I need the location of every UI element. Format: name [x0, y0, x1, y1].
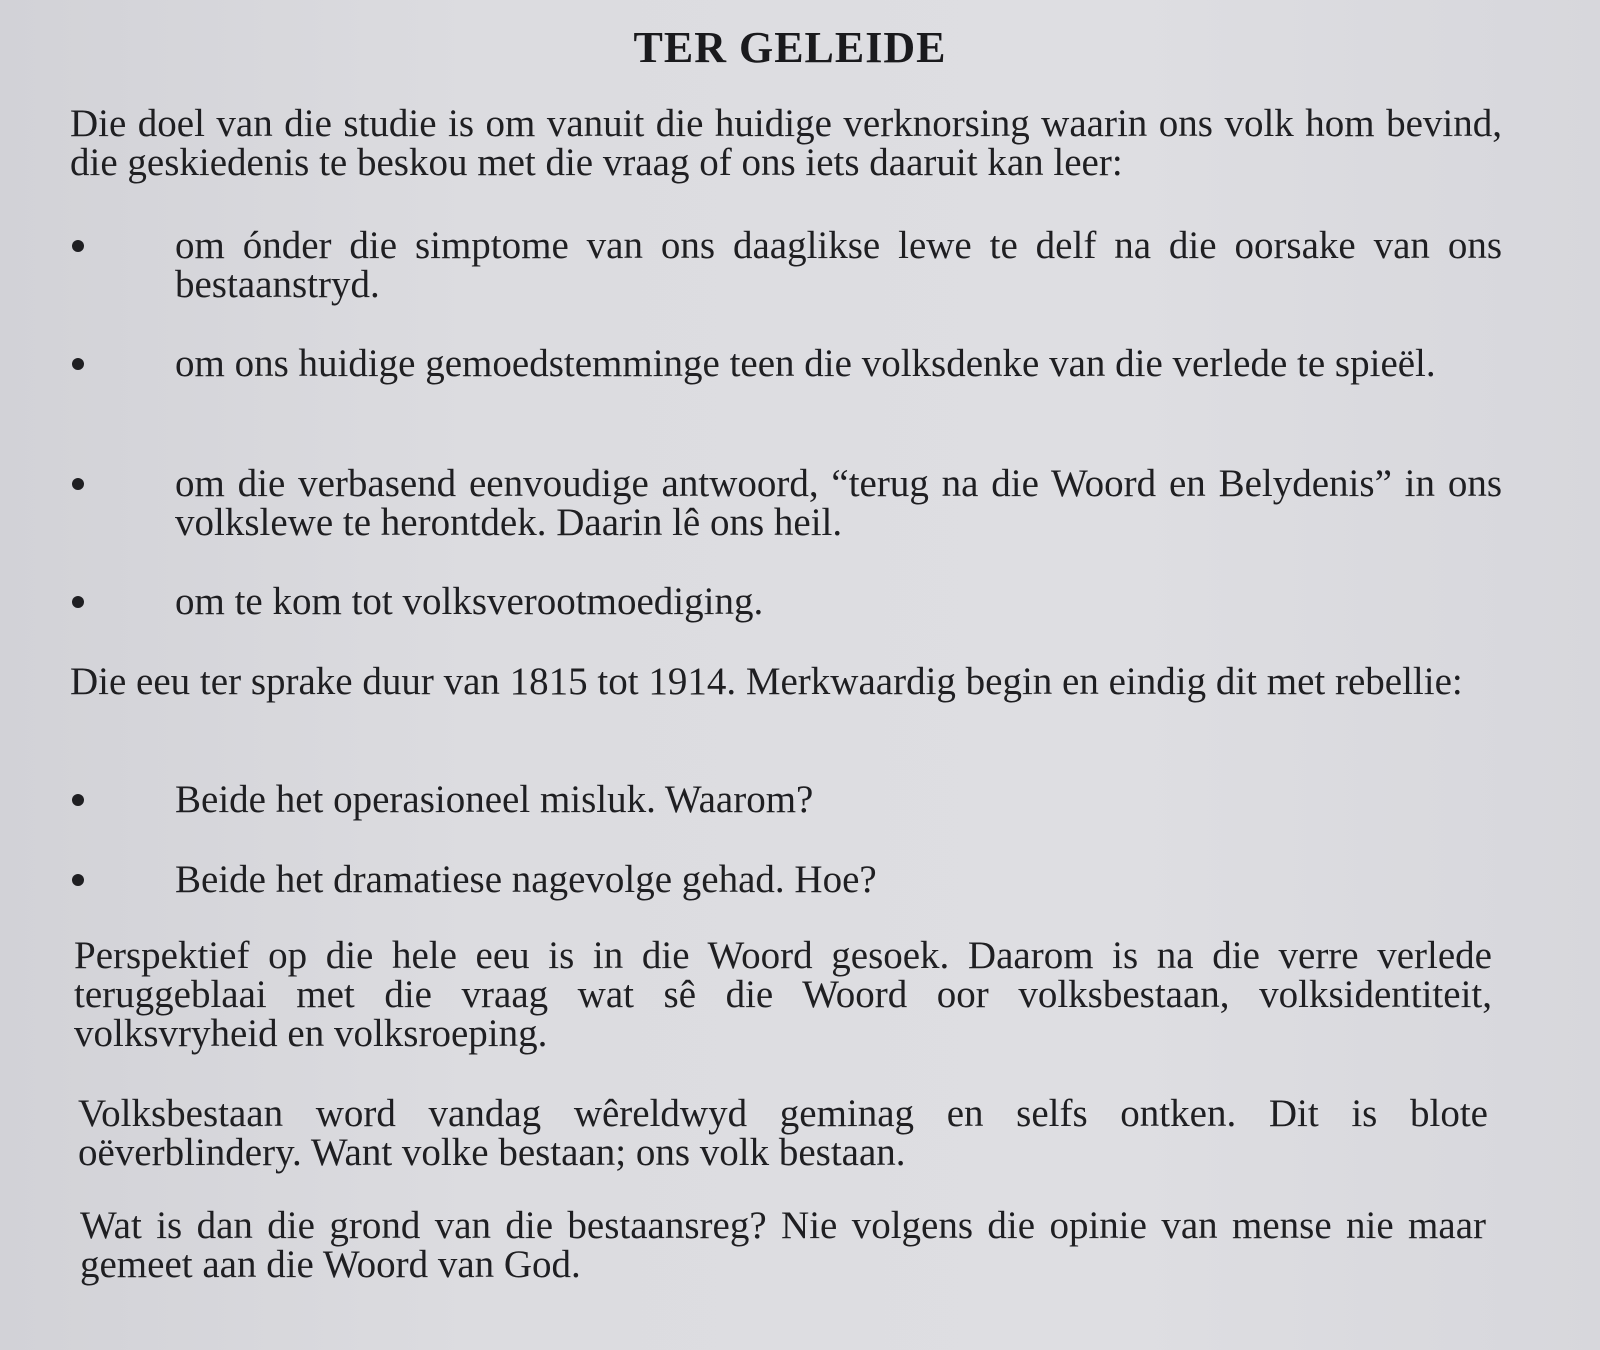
aim-item-text: om ons huidige gemoedstemminge teen die volksdenke van die verlede te spieël.	[175, 342, 1436, 385]
bullet-icon	[72, 478, 84, 490]
bullet-icon	[72, 874, 84, 886]
century-paragraph: Die eeu ter sprake duur van 1815 tot 1914. Merkwaardig begin en eindig dit met rebellie:	[70, 660, 1463, 703]
aim-item-text: om ónder die simptome van ons daaglikse lewe te delf na die oorsake van ons bestaanstryd.	[175, 224, 1502, 306]
bullet-icon	[72, 240, 84, 252]
ground-paragraph: Wat is dan die grond van die bestaansreg? Nie volgens die opinie van mense nie maar gemeet aan die Woord van God.	[80, 1204, 1486, 1286]
intro-paragraph: Die doel van die studie is om vanuit die huidige verknorsing waarin ons volk hom bevind, die geskiedenis te beskou met die vraag of ons iets daaruit kan leer:	[70, 102, 1502, 184]
aim-item-text: om te kom tot volksverootmoediging.	[175, 580, 764, 623]
aim-item-text: om die verbasend eenvoudige antwoord, “terug na die Woord en Belydenis” in ons volkslewe te herontdek. Daarin lê ons heil.	[175, 462, 1502, 544]
bullet-icon	[72, 358, 84, 370]
perspective-paragraph: Perspektief op die hele eeu is in die Woord gesoek. Daarom is na die verre verlede teruggeblaai met die vraag wat sê die Woord oor volksbestaan, volksidentiteit, volksvryheid en volksroeping.	[74, 934, 1492, 1055]
existence-paragraph: Volksbestaan word vandag wêreldwyd geminag en selfs ontken. Dit is blote oëverblindery. Want volke bestaan; ons volk bestaan.	[78, 1092, 1488, 1174]
bullet-icon	[72, 794, 84, 806]
page-title: TER GELEIDE	[633, 23, 947, 72]
bullet-icon	[72, 596, 84, 608]
rebellion-item-text: Beide het dramatiese nagevolge gehad. Hoe?	[175, 858, 877, 901]
rebellion-item-text: Beide het operasioneel misluk. Waarom?	[175, 778, 814, 821]
